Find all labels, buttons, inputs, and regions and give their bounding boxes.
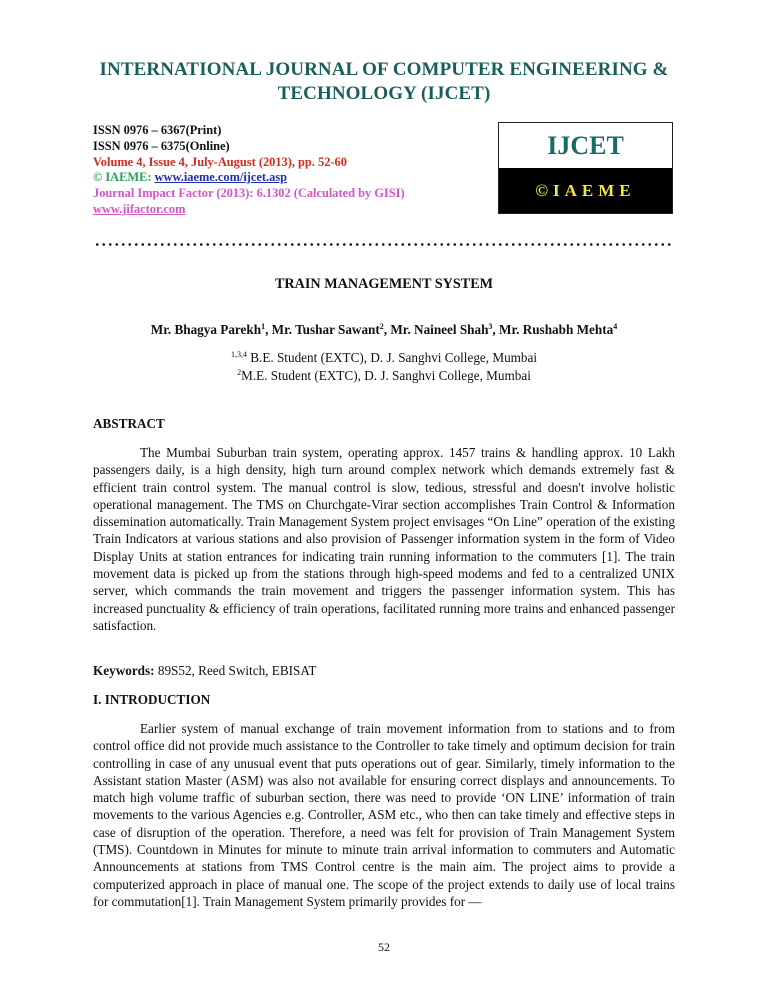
journal-title	[0, 58, 768, 106]
author-affiliation-marker: 2	[379, 322, 384, 331]
affiliation-1-text: B.E. Student (EXTC), D. J. Sanghvi College, Mumbai	[246, 350, 538, 365]
author-name: Mr. Rushabh Mehta	[499, 322, 614, 337]
logo-ijcet-text: IJCET	[499, 123, 672, 168]
journal-title-line-2: TECHNOLOGY (IJCET)	[277, 83, 491, 104]
impact-factor: Journal Impact Factor (2013): 6.1302 (Calculated by GISI)	[93, 186, 405, 201]
journal-title-line-1: INTERNATIONAL JOURNAL OF COMPUTER ENGINEERING &	[99, 59, 669, 80]
logo-iaeme-text: ©IAEME	[499, 168, 672, 213]
author-name: Mr. Tushar Sawant	[271, 322, 380, 337]
keywords-label: Keywords:	[93, 663, 155, 678]
volume-info: Volume 4, Issue 4, July-August (2013), pp. 52-60	[93, 154, 347, 169]
affiliation-2	[0, 368, 768, 384]
author-separator: ,	[265, 322, 272, 337]
iaeme-prefix: © IAEME:	[93, 170, 155, 185]
jifactor-line	[93, 202, 405, 218]
author-name: Mr. Naineel Shah	[390, 322, 489, 337]
author-name: Mr. Bhagya Parekh	[150, 322, 262, 337]
keywords	[93, 663, 316, 679]
abstract-heading: ABSTRACT	[93, 416, 165, 431]
keywords-text: 89S52, Reed Switch, EBISAT	[154, 663, 317, 678]
introduction-heading: I. INTRODUCTION	[93, 692, 211, 707]
author-separator: ,	[492, 322, 500, 337]
abstract-text: The Mumbai Suburban train system, operating approx. 1457 trains & handling approx. 10 Lakh passengers daily, is a high density, high turn around complex network which demands extremely fast & efficient train control system. The manual control is slow, tedious, stressful and doesn't involve holistic operational management. The TMS on Churchgate-Virar section accomplishes Train Control & Information dissemination automatically. Train Management System project envisages “On Line” operation of the existing Train Indicators at various stations and also provision of Passenger information system in the form of Video Display Units at station entrances for indicating train running information to the commuters [1]. The train movement data is picked up from the stations through high-speed modems and fed to a centralized UNIX server, which commands the train movement and triggers the passenger information system. This has increased punctuality & efficiency of train operations, facilitated running more trains and enhanced passenger satisfaction.	[93, 445, 675, 633]
author-affiliation-marker: 4	[613, 322, 618, 331]
affiliation-1-marker: 1,3,4	[230, 350, 247, 359]
jifactor-link[interactable]: www.jifactor.com	[93, 201, 186, 216]
issn-print: ISSN 0976 – 6367(Print)	[93, 123, 222, 137]
journal-meta	[93, 123, 405, 218]
issn-online: ISSN 0976 – 6375(Online)	[93, 138, 230, 153]
affiliation-2-text: M.E. Student (EXTC), D. J. Sanghvi College, Mumbai	[241, 368, 531, 383]
iaeme-link[interactable]: www.iaeme.com/ijcet.asp	[154, 170, 288, 185]
author-affiliation-marker: 1	[261, 322, 266, 331]
paper-title: TRAIN MANAGEMENT SYSTEM	[274, 276, 494, 292]
dotted-divider	[94, 243, 674, 246]
page-number: 52	[378, 940, 390, 954]
author-separator: ,	[383, 322, 391, 337]
ijcet-logo	[498, 122, 673, 214]
author-affiliation-marker: 3	[488, 322, 493, 331]
affiliation-2-marker: 2	[237, 368, 242, 377]
iaeme-line	[93, 170, 405, 186]
author-list	[0, 322, 768, 338]
affiliation-1	[0, 350, 768, 366]
introduction-text: Earlier system of manual exchange of train movement information from to stations and to from control office did not provide much assistance to the Controller to take timely and optimum decision for train controlling in case of any unusual event that puts operations out of gear. Similarly, timely information to the Assistant station Master (ASM) was also not available for ensuring correct displays and announcements. To match high volume traffic of suburban section, there was need to provide ‘ON LINE’ information of train movements to the various Agencies e.g. Controller, ASM etc., who then can take timely and effective steps in case of disruption of the operation. Therefore, a need was felt for provision of Train Management System (TMS). Countdown in Minutes for minute to minute train arrival information to commuters and Automatic Announcements at stations from TMS Control centre is the main aim. The project aims to provide a computerized approach in place of manual one. The scope of the project extends to daily use of local trains for commutation[1]. Train Management System primarily provides for —	[93, 721, 675, 909]
